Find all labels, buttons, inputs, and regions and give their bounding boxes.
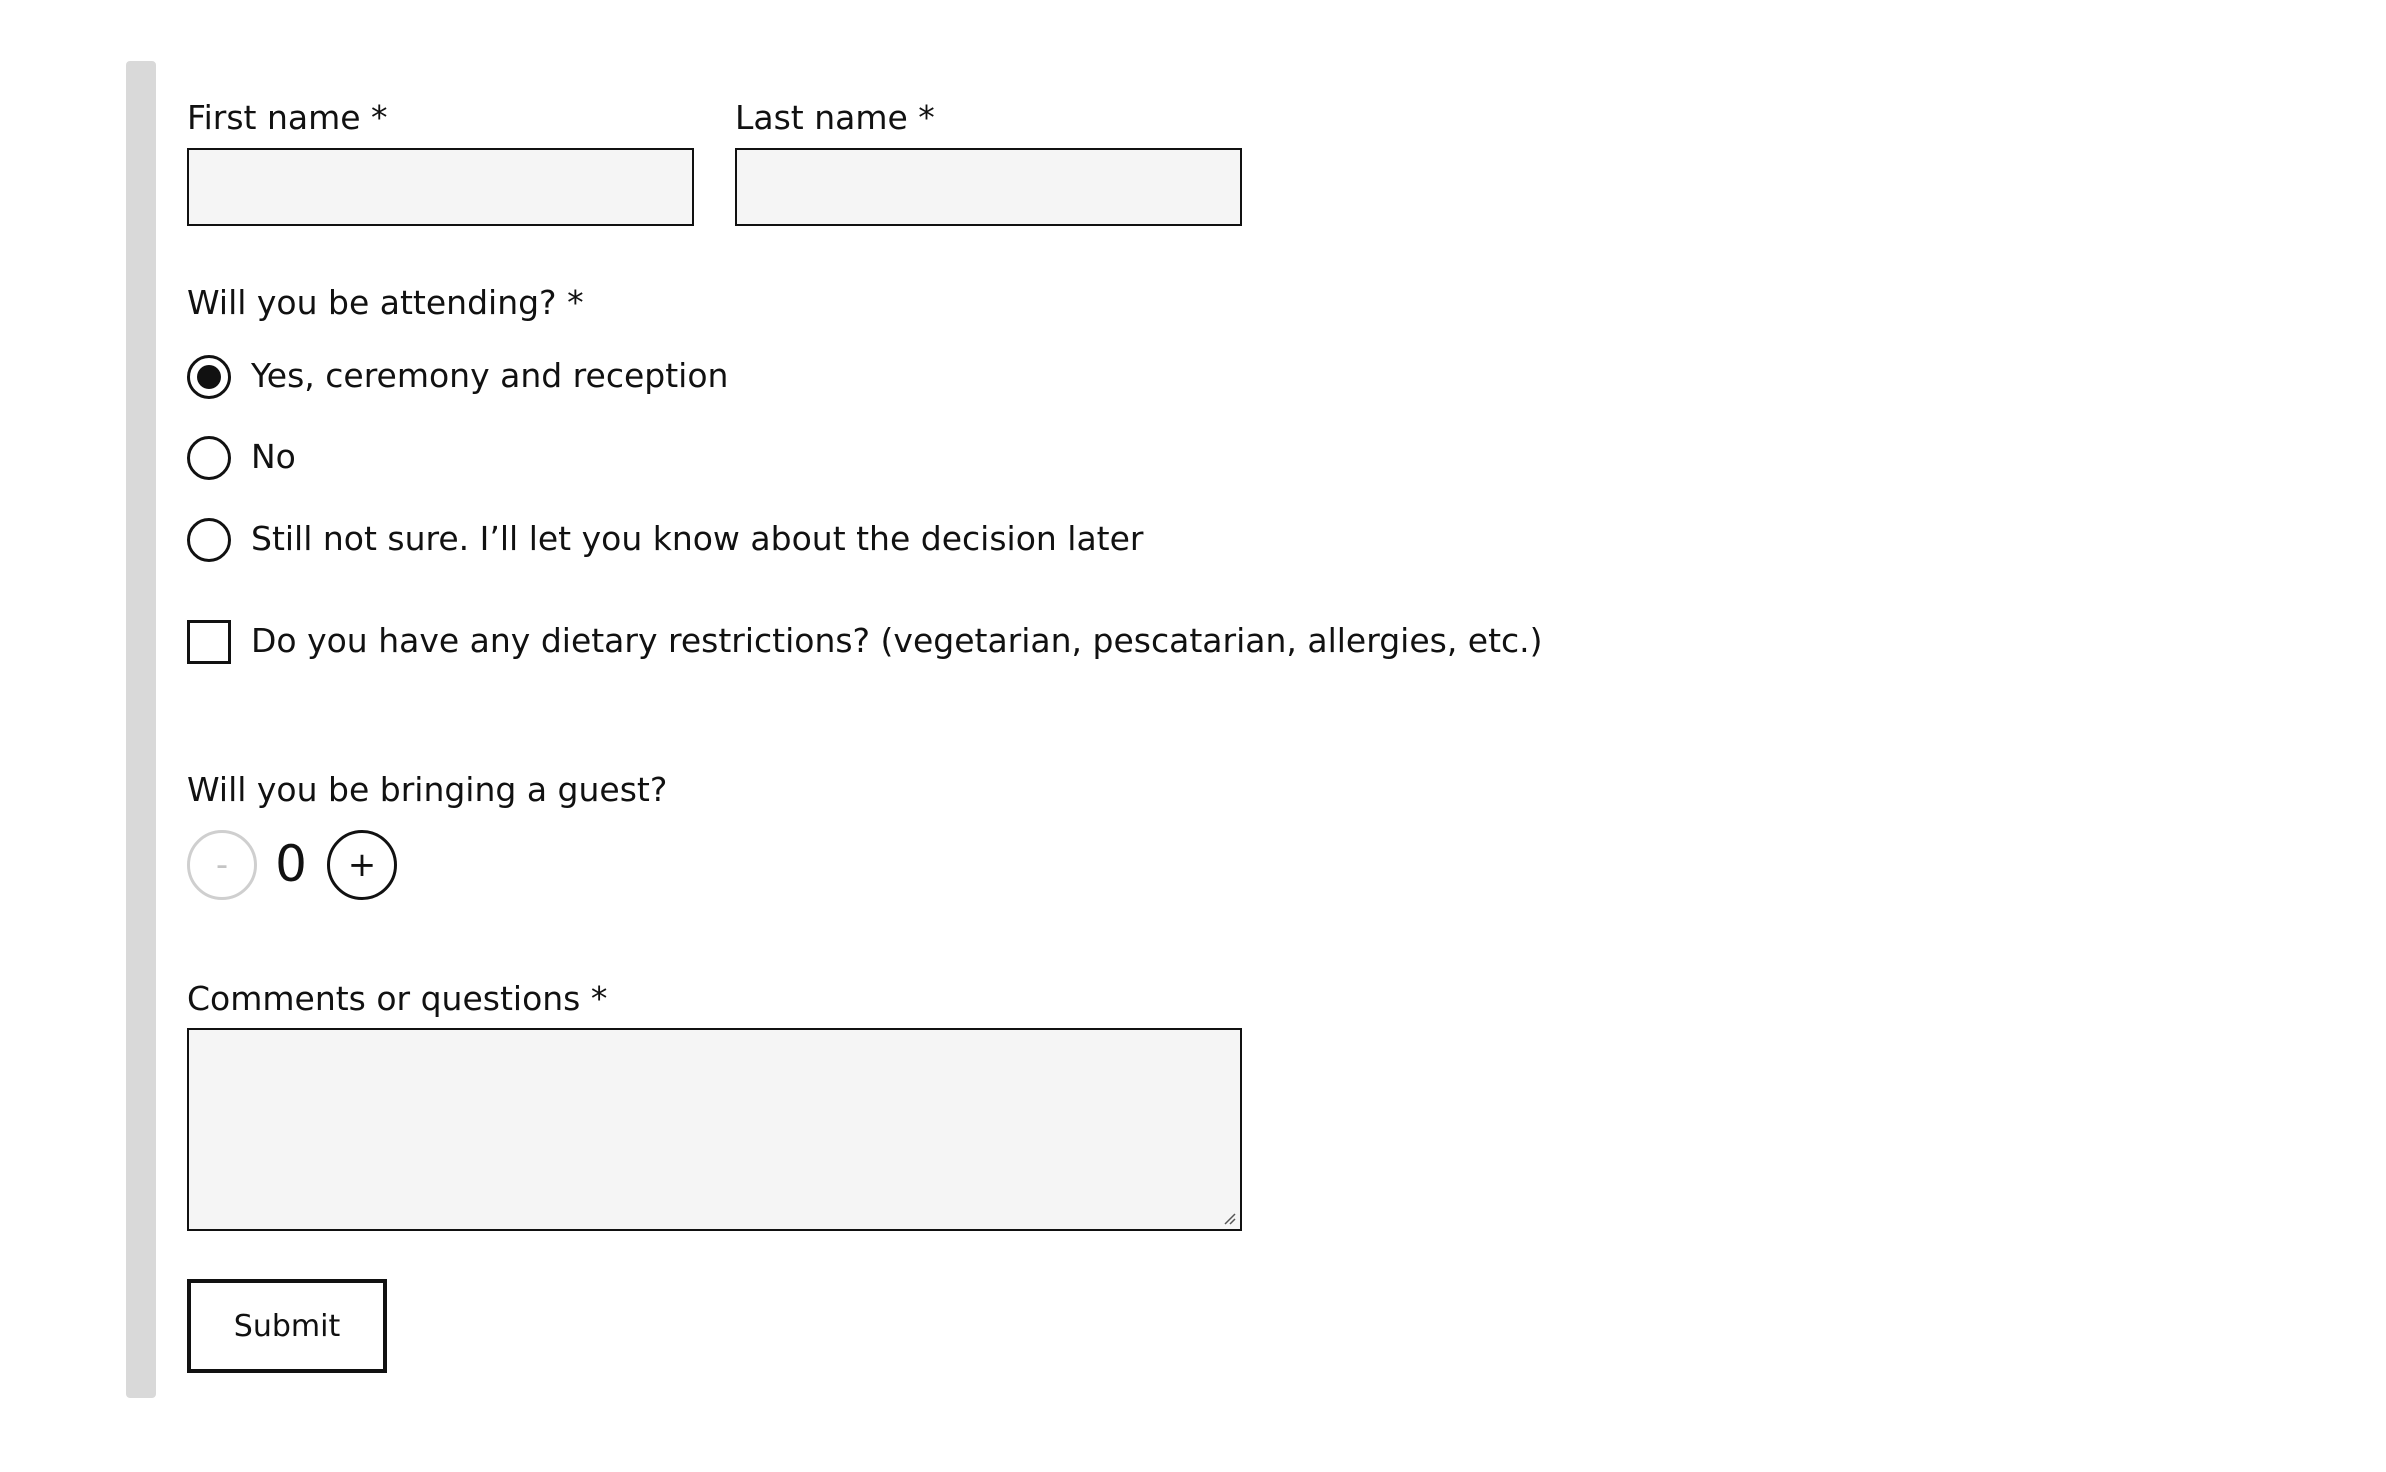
guest-count: 0 — [275, 835, 307, 893]
resize-grip-icon[interactable] — [1222, 1211, 1236, 1225]
dietary-restrictions-checkbox[interactable] — [187, 620, 231, 664]
guest-decrement-button[interactable]: - — [187, 830, 257, 900]
last-name-input[interactable] — [735, 148, 1242, 226]
radio-no[interactable] — [187, 436, 231, 480]
dietary-restrictions-label: Do you have any dietary restrictions? (vegetarian, pescatarian, allergies, etc.) — [251, 621, 1543, 660]
last-name-label: Last name * — [735, 98, 935, 137]
form-side-bar — [126, 61, 156, 1398]
submit-button[interactable]: Submit — [187, 1279, 387, 1373]
radio-yes[interactable] — [187, 355, 231, 399]
comments-textarea[interactable] — [187, 1028, 1242, 1231]
radio-unsure[interactable] — [187, 518, 231, 562]
attending-question: Will you be attending? * — [187, 283, 584, 322]
guest-question: Will you be bringing a guest? — [187, 770, 668, 809]
attending-option-no-label: No — [251, 437, 296, 476]
attending-option-unsure-label: Still not sure. I’ll let you know about the decision later — [251, 519, 1144, 558]
first-name-input[interactable] — [187, 148, 694, 226]
first-name-label: First name * — [187, 98, 388, 137]
guest-increment-button[interactable]: + — [327, 830, 397, 900]
attending-option-yes-label: Yes, ceremony and reception — [251, 356, 729, 395]
comments-label: Comments or questions * — [187, 979, 608, 1018]
